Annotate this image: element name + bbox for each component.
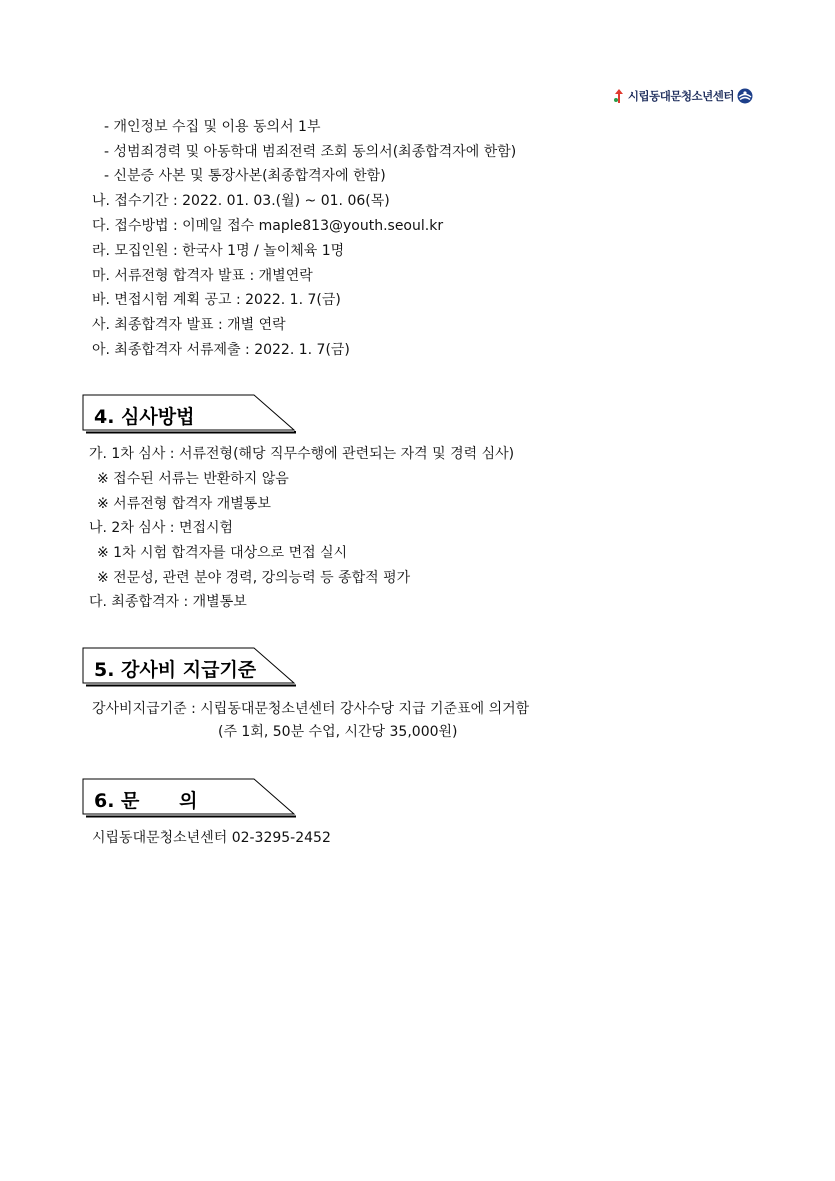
list-item: 사. 최종합격자 발표 : 개별 연락 (92, 317, 286, 333)
seoul-emblem-icon (737, 88, 753, 104)
section-title: 6. 문 의 (94, 790, 198, 812)
list-item: - 신분증 사본 및 통장사본(최종합격자에 한함) (104, 168, 386, 184)
list-item: ※ 1차 시험 합격자를 대상으로 면접 실시 (97, 545, 348, 561)
list-item: 다. 최종합격자 : 개별통보 (89, 594, 247, 610)
section-title: 5. 강사비 지급기준 (94, 659, 257, 681)
list-item: 강사비지급기준 : 시립동대문청소년센터 강사수당 지급 기준표에 의거함 (92, 701, 530, 717)
list-item: 마. 서류전형 합격자 발표 : 개별연락 (92, 268, 313, 284)
list-item: 나. 2차 심사 : 면접시험 (89, 520, 234, 536)
logo-mark-icon (613, 88, 625, 104)
list-item: 나. 접수기간 : 2022. 01. 03.(월) ~ 01. 06(목) (92, 193, 390, 209)
list-item: 다. 접수방법 : 이메일 접수 maple813@youth.seoul.kr (92, 218, 444, 234)
list-item: ※ 전문성, 관련 분야 경력, 강의능력 등 종합적 평가 (97, 570, 411, 586)
section-heading-4 (82, 394, 297, 434)
list-item: 라. 모집인원 : 한국사 1명 / 놀이체육 1명 (92, 243, 345, 259)
list-item: 바. 면접시험 계획 공고 : 2022. 1. 7(금) (92, 292, 341, 308)
center-logo (613, 88, 753, 104)
logo-text: 시립동대문청소년센터 (627, 89, 734, 103)
list-item: ※ 서류전형 합격자 개별통보 (97, 496, 271, 512)
list-item: - 개인정보 수집 및 이용 동의서 1부 (104, 119, 321, 135)
contact-line: 시립동대문청소년센터 02-3295-2452 (92, 830, 331, 846)
section-heading-5 (82, 647, 297, 687)
section-title: 4. 심사방법 (94, 406, 195, 428)
list-item: ※ 접수된 서류는 반환하지 않음 (97, 471, 289, 487)
list-item: - 성범죄경력 및 아동학대 범죄전력 조회 동의서(최종합격자에 한함) (104, 144, 517, 160)
list-item: 가. 1차 심사 : 서류전형(해당 직무수행에 관련되는 자격 및 경력 심사) (89, 446, 515, 462)
list-item: (주 1회, 50분 수업, 시간당 35,000원) (218, 724, 458, 740)
list-item: 아. 최종합격자 서류제출 : 2022. 1. 7(금) (92, 342, 350, 358)
section-heading-6 (82, 778, 297, 818)
